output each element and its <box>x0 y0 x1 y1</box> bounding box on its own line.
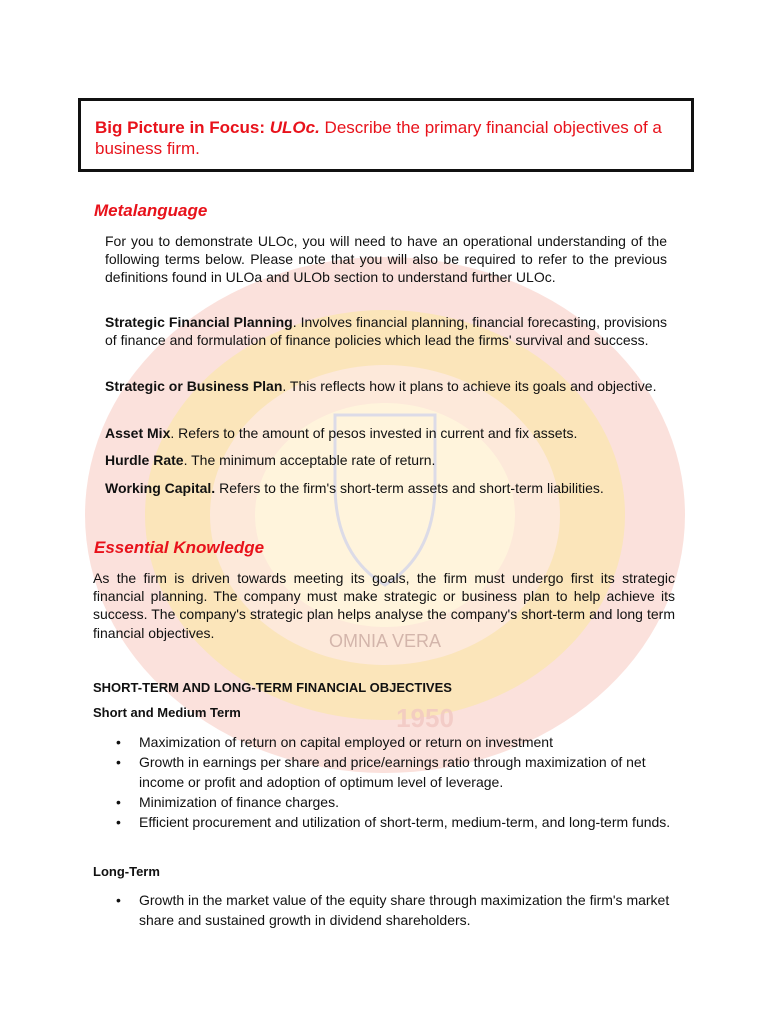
term-strategic-financial-planning: Strategic Financial Planning. Involves financial planning, financial forecasting, provisions of finance and formulation of finance policies which lead the firms' survival and success. <box>105 314 668 349</box>
long-term-heading: Long-Term <box>93 864 160 879</box>
metalanguage-intro: For you to demonstrate ULOc, you will need to have an operational understanding of the following terms below. Please note that you will also be required to refer to the previous definitions found in ULOa and ULOb section to understand further ULOc. <box>105 233 667 286</box>
short-medium-term-heading: Short and Medium Term <box>93 705 241 720</box>
essential-knowledge-title: Essential Knowledge <box>94 538 265 557</box>
big-picture-label: Big Picture in Focus: <box>95 118 266 137</box>
ulo-code: ULOc. <box>269 118 320 137</box>
long-term-list <box>93 890 683 930</box>
objectives-heading: SHORT-TERM AND LONG-TERM FINANCIAL OBJECTIVES <box>93 680 452 695</box>
list-item: • Growth in earnings per share and price/earnings ratio through maximization of net income or profit and adoption of optimum level of leverage. <box>116 754 646 790</box>
term-working-capital: Working Capital. Refers to the firm's short-term assets and short-term liabilities. <box>105 480 604 496</box>
list-item: • Maximization of return on capital employed or return on investment <box>116 734 553 750</box>
list-item: • Minimization of finance charges. <box>116 794 339 810</box>
focus-description: Describe the primary financial objectives of a business firm. <box>95 118 662 158</box>
term-hurdle-rate: Hurdle Rate. The minimum acceptable rate of return. <box>105 452 436 468</box>
short-term-list <box>93 732 683 832</box>
list-item: • Growth in the market value of the equity share through maximization the firm's market share and sustained growth in dividend shareholders. <box>116 892 670 928</box>
term-strategic-business-plan: Strategic or Business Plan. This reflects how it plans to achieve its goals and objective. <box>105 378 657 394</box>
seal-year: 1950 <box>396 703 454 733</box>
big-picture-box <box>78 98 694 172</box>
seal-motto: OMNIA VERA <box>328 631 442 651</box>
list-item: • Efficient procurement and utilization of short-term, medium-term, and long-term funds. <box>116 814 671 830</box>
metalanguage-title: Metalanguage <box>94 201 208 220</box>
term-asset-mix: Asset Mix. Refers to the amount of pesos invested in current and fix assets. <box>105 425 578 441</box>
essential-paragraph: As the firm is driven towards meeting its goals, the firm must undergo first its strategic financial planning. The company must make strategic or business plan to help achieve its success. The company's strategic plan helps analyse the company's short-term and long term financial objectives. <box>93 570 675 641</box>
big-picture-text <box>95 117 677 159</box>
